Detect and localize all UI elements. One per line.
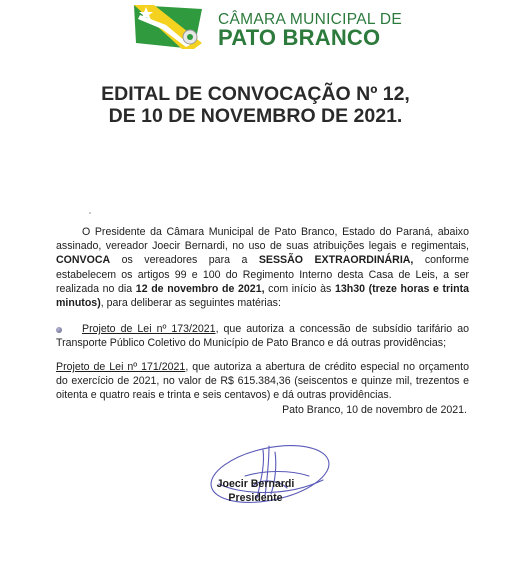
agenda-item-2 bbox=[56, 360, 469, 403]
signatory-role: Presidente bbox=[228, 492, 283, 504]
intro-bold-convoca: CONVOCA bbox=[56, 254, 111, 267]
intro-bold-date: 12 de novembro de 2021, bbox=[135, 282, 265, 295]
signatory-name: Joecir Bernardi bbox=[216, 478, 295, 490]
intro-text-1: O Presidente da Câmara Municipal de Pato Branco, Estado do Paraná, abaixo assinado, vereador Joecir Bernardi, no uso de suas atribuições legais e regimentais, bbox=[56, 226, 469, 253]
logo-line2: PATO BRANCO bbox=[218, 25, 381, 50]
intro-text-3: conforme estabelecem os artigos 99 e 100 do Regimento Interno desta Casa de Leis, a ser realizada no dia bbox=[56, 254, 469, 295]
intro-bold-time: 13h30 (treze horas e trinta minutos) bbox=[56, 282, 469, 310]
intro-text-2: os vereadores para a bbox=[110, 254, 259, 267]
document-title-line2: DE 10 DE NOVEMBRO DE 2021. bbox=[108, 105, 403, 127]
bill-171-ref: Projeto de Lei nº 171/2021 bbox=[56, 361, 186, 373]
scan-speck bbox=[89, 212, 91, 214]
logo-line1: CÂMARA MUNICIPAL DE bbox=[218, 11, 402, 28]
intro-text-5: , para deliberar as seguintes matérias: bbox=[100, 297, 281, 310]
document-title-line1: EDITAL DE CONVOCAÇÃO Nº 12, bbox=[101, 83, 410, 105]
intro-paragraph bbox=[56, 225, 469, 310]
pato-branco-flag-icon bbox=[132, 3, 204, 51]
bill-171-text: , que autoriza a abertura de crédito especial no orçamento do exercício de 2021, no valor de R$ 615.384,36 (seiscentos e quinze mil, trezentos e oitenta e quatro reais e trinta e seis centavos) e dá outras providências. bbox=[56, 361, 469, 402]
date-line: Pato Branco, 10 de novembro de 2021. bbox=[282, 404, 467, 416]
intro-text-4: com início às bbox=[264, 282, 335, 295]
bill-173-text: , que autoriza a concessão de subsídio tarifário ao Transporte Público Coletivo do Município de Pato Branco e dá outras providências; bbox=[56, 323, 469, 350]
bill-173-ref: Projeto de Lei nº 173/2021 bbox=[82, 323, 216, 335]
agenda-item-1 bbox=[56, 322, 469, 350]
intro-bold-session: SESSÃO EXTRAORDINÁRIA, bbox=[258, 254, 414, 267]
camara-logo bbox=[132, 3, 402, 51]
